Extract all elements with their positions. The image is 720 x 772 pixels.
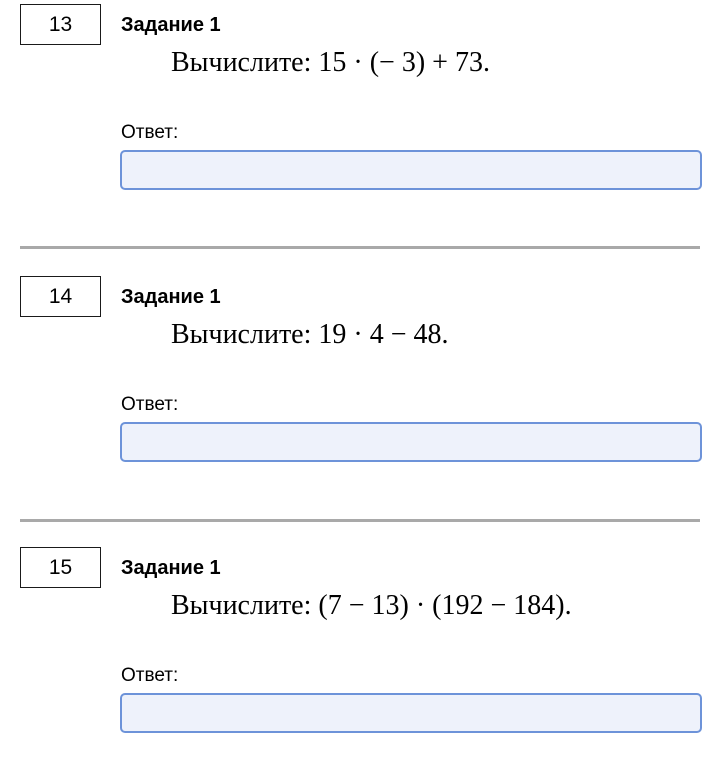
problem-text: Вычислите: 19 · 4 − 48.: [171, 319, 449, 350]
problem-text: Вычислите: 15 · (− 3) + 73.: [171, 47, 490, 78]
task-title: Задание 1: [121, 14, 221, 36]
task-title: Задание 1: [121, 557, 221, 579]
task-number-box: 15: [20, 547, 101, 588]
divider: [20, 519, 700, 522]
answer-label: Ответ:: [121, 122, 179, 143]
task-number-box: 14: [20, 276, 101, 317]
answer-label: Ответ:: [121, 394, 179, 415]
divider: [20, 246, 700, 249]
problem-text: Вычислите: (7 − 13) · (192 − 184).: [171, 590, 572, 621]
answer-input[interactable]: [120, 150, 702, 190]
task-title: Задание 1: [121, 286, 221, 308]
answer-label: Ответ:: [121, 665, 179, 686]
answer-input[interactable]: [120, 422, 702, 462]
answer-input[interactable]: [120, 693, 702, 733]
task-number-box: 13: [20, 4, 101, 45]
